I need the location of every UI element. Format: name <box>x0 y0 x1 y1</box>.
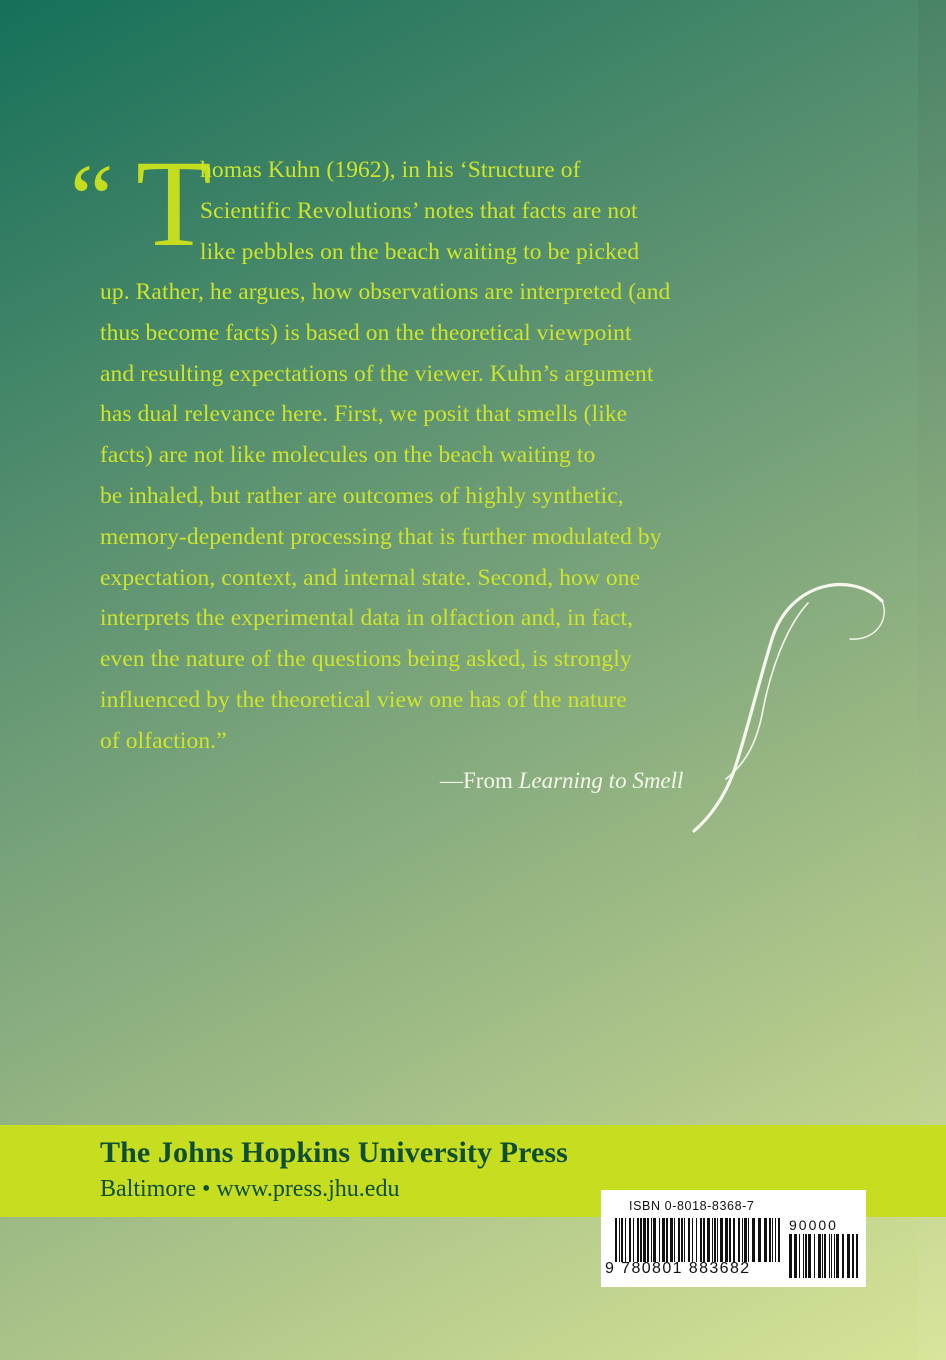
barcode-bar <box>625 1218 626 1262</box>
quote-line: has dual relevance here. First, we posit that smells (like <box>100 401 628 428</box>
barcode-bar <box>707 1218 710 1262</box>
barcode-bar <box>621 1218 623 1262</box>
barcode-bar <box>615 1218 617 1262</box>
barcode-bar <box>647 1218 649 1262</box>
barcode-bar <box>822 1234 823 1278</box>
barcode-bar <box>684 1218 685 1262</box>
barcode-bar <box>744 1218 747 1262</box>
barcode-bar <box>742 1218 743 1262</box>
quote-line: facts) are not like molecules on the beach waiting to <box>100 442 596 469</box>
quote-line: like pebbles on the beach waiting to be picked <box>200 238 640 265</box>
barcode-bar <box>752 1218 755 1262</box>
barcode-bar <box>775 1218 776 1262</box>
barcode-bar <box>678 1218 680 1262</box>
quote-attribution <box>440 768 683 794</box>
quote-line: influenced by the theoretical view one has of the nature <box>100 686 627 713</box>
barcode-bar <box>738 1218 740 1262</box>
quote-line: up. Rather, he argues, how observations are interpreted (and <box>100 279 671 305</box>
barcode-bar <box>824 1234 826 1278</box>
barcode-bar <box>619 1218 620 1262</box>
barcode-bar <box>717 1218 718 1262</box>
quote-line: thus become facts) is based on the theoretical viewpoint <box>100 319 632 346</box>
barcode-bar <box>666 1218 668 1262</box>
publisher-name: The Johns Hopkins University Press <box>100 1136 568 1169</box>
barcode-bar <box>700 1218 702 1262</box>
barcode-bar <box>803 1234 804 1278</box>
barcode-bar <box>808 1234 811 1278</box>
barcode-bar <box>688 1218 690 1262</box>
barcode-bar <box>842 1234 844 1278</box>
barcode-bar <box>720 1218 723 1262</box>
attribution-prefix: —From <box>440 768 519 793</box>
barcode-bar <box>799 1234 800 1278</box>
barcode-bar <box>834 1234 835 1278</box>
barcode-bar <box>662 1218 665 1262</box>
isbn-label: ISBN 0-8018-8368-7 <box>629 1199 755 1213</box>
barcode-bar <box>659 1218 660 1262</box>
barcode-bar <box>629 1218 631 1262</box>
barcode-bar <box>714 1218 716 1262</box>
barcode-bar <box>643 1218 646 1262</box>
quote-line: expectation, context, and internal state. Second, how one <box>100 564 641 591</box>
barcode-bar <box>769 1218 771 1262</box>
barcode-bar <box>637 1218 639 1262</box>
attribution-book-title: Learning to Smell <box>518 768 684 793</box>
barcode-bar <box>725 1218 728 1262</box>
barcode-bar <box>789 1234 792 1278</box>
barcode-bars <box>615 1218 780 1262</box>
barcode-bar <box>712 1218 713 1262</box>
barcode-bar <box>778 1218 780 1262</box>
opening-quote-mark: “ <box>70 145 114 253</box>
ean-number: 9 780801 883682 <box>605 1260 751 1277</box>
quote-line: even the nature of the questions being asked, is strongly <box>100 646 632 673</box>
quote-line: homas Kuhn (1962), in his ‘Structure of <box>200 157 581 183</box>
barcode-bar <box>836 1234 839 1278</box>
barcode-bar <box>653 1218 656 1262</box>
barcode-bar <box>674 1218 675 1262</box>
barcode-bar <box>670 1218 673 1262</box>
barcode-addon-bars <box>789 1234 859 1278</box>
barcode-bar <box>633 1218 634 1262</box>
publisher-location: Baltimore • www.press.jhu.edu <box>100 1176 400 1202</box>
quote-line: of olfaction.” <box>100 727 227 754</box>
price-code: 90000 <box>789 1217 838 1233</box>
barcode-bar <box>696 1218 697 1262</box>
quote-line: Scientific Revolutions’ notes that facts are not <box>200 197 638 224</box>
quote-line: memory-dependent processing that is further modulated by <box>100 523 662 550</box>
barcode-bar <box>829 1234 830 1278</box>
drop-cap: T <box>136 135 212 272</box>
barcode-bar <box>805 1234 807 1278</box>
quote-line: be inhaled, but rather are outcomes of highly synthetic, <box>100 482 624 509</box>
barcode-bar <box>748 1218 749 1262</box>
barcode-bar <box>818 1234 821 1278</box>
barcode-bar <box>703 1218 705 1262</box>
barcode-bar <box>733 1218 735 1262</box>
barcode-bar <box>651 1218 652 1262</box>
swash-ornament-icon <box>690 575 890 835</box>
barcode-bar <box>764 1218 767 1262</box>
barcode-bar <box>692 1218 693 1262</box>
barcode-bar <box>758 1218 761 1262</box>
quote-line: interprets the experimental data in olfaction and, in fact, <box>100 605 634 632</box>
barcode-bar <box>640 1218 642 1262</box>
quote-first-lines <box>200 150 720 272</box>
isbn-barcode <box>601 1190 866 1287</box>
barcode-bar <box>856 1234 858 1278</box>
barcode-bar <box>681 1218 683 1262</box>
barcode-bar <box>729 1218 731 1262</box>
barcode-bar <box>814 1234 815 1278</box>
barcode-bar <box>794 1234 797 1278</box>
barcode-bar <box>847 1234 850 1278</box>
quote-line: and resulting expectations of the viewer. Kuhn’s argument <box>100 360 654 387</box>
quote-body-lines <box>100 272 720 762</box>
barcode-bar <box>852 1234 854 1278</box>
barcode-bar <box>831 1234 832 1278</box>
barcode-bar <box>772 1218 773 1262</box>
